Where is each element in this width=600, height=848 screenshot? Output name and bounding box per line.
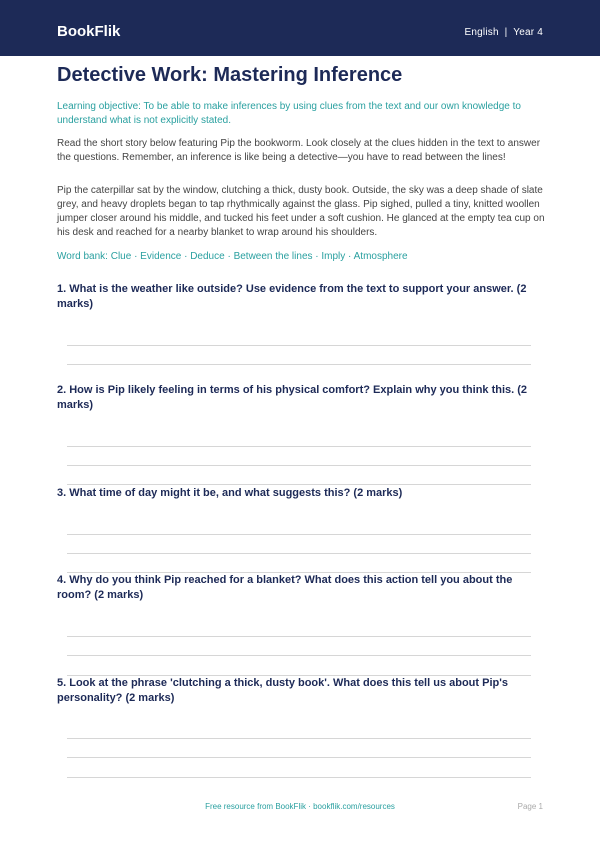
answer-line[interactable] (67, 757, 531, 758)
answer-line[interactable] (67, 655, 531, 656)
answer-line[interactable] (67, 738, 531, 739)
answer-line[interactable] (67, 534, 531, 535)
answer-line[interactable] (67, 484, 531, 485)
page-number: Page 1 (517, 802, 543, 811)
story-paragraph: Pip the caterpillar sat by the window, clutching a thick, dusty book. Outside, the sky was a deep shade of slate grey, and heavy droplets began to tap rhythmically against the glass. Pip sighed, pulled a tiny, knitted woollen jumper closer around his middle, and tucked his feet under a soft cushion. He glanced at the empty tea cup on his desk and reached for a nearby blanket to wrap around his shoulders. (57, 185, 545, 238)
brand-logo: BookFlik (57, 23, 121, 40)
answer-line[interactable] (67, 777, 531, 778)
question-4: 4. Why do you think Pip reached for a blanket? What does this action tell you about the room? (2 marks) (57, 574, 513, 601)
question-2: 2. How is Pip likely feeling in terms of his physical comfort? Explain why you think this. (2 marks) (57, 384, 528, 411)
answer-line[interactable] (67, 465, 531, 466)
answer-line[interactable] (67, 553, 531, 554)
word-bank: Word bank: Clue · Evidence · Deduce · Between the lines · Imply · Atmosphere (57, 251, 408, 262)
answer-line[interactable] (67, 446, 531, 447)
learning-objective: Learning objective: To be able to make inferences by using clues from the text and our own knowledge to understand what is not explicitly stated. (57, 101, 521, 126)
answer-line[interactable] (67, 364, 531, 365)
page-header (0, 0, 600, 56)
question-3: 3. What time of day might it be, and what suggests this? (2 marks) (57, 487, 403, 499)
question-1: 1. What is the weather like outside? Use evidence from the text to support your answer. (2 marks) (57, 283, 527, 310)
page-title: Detective Work: Mastering Inference (57, 64, 403, 86)
question-5: 5. Look at the phrase 'clutching a thick, dusty book'. What does this tell us about Pip's personality? (2 marks) (57, 677, 508, 704)
answer-line[interactable] (67, 636, 531, 637)
subject-year-label: English | Year 4 (464, 27, 543, 38)
footer-text: Free resource from BookFlik · bookflik.com/resources (205, 802, 395, 811)
intro-paragraph: Read the short story below featuring Pip the bookworm. Look closely at the clues hidden in the text to answer the questions. Remember, an inference is like being a detective—you have to read between the lines! (57, 138, 541, 163)
answer-line[interactable] (67, 345, 531, 346)
